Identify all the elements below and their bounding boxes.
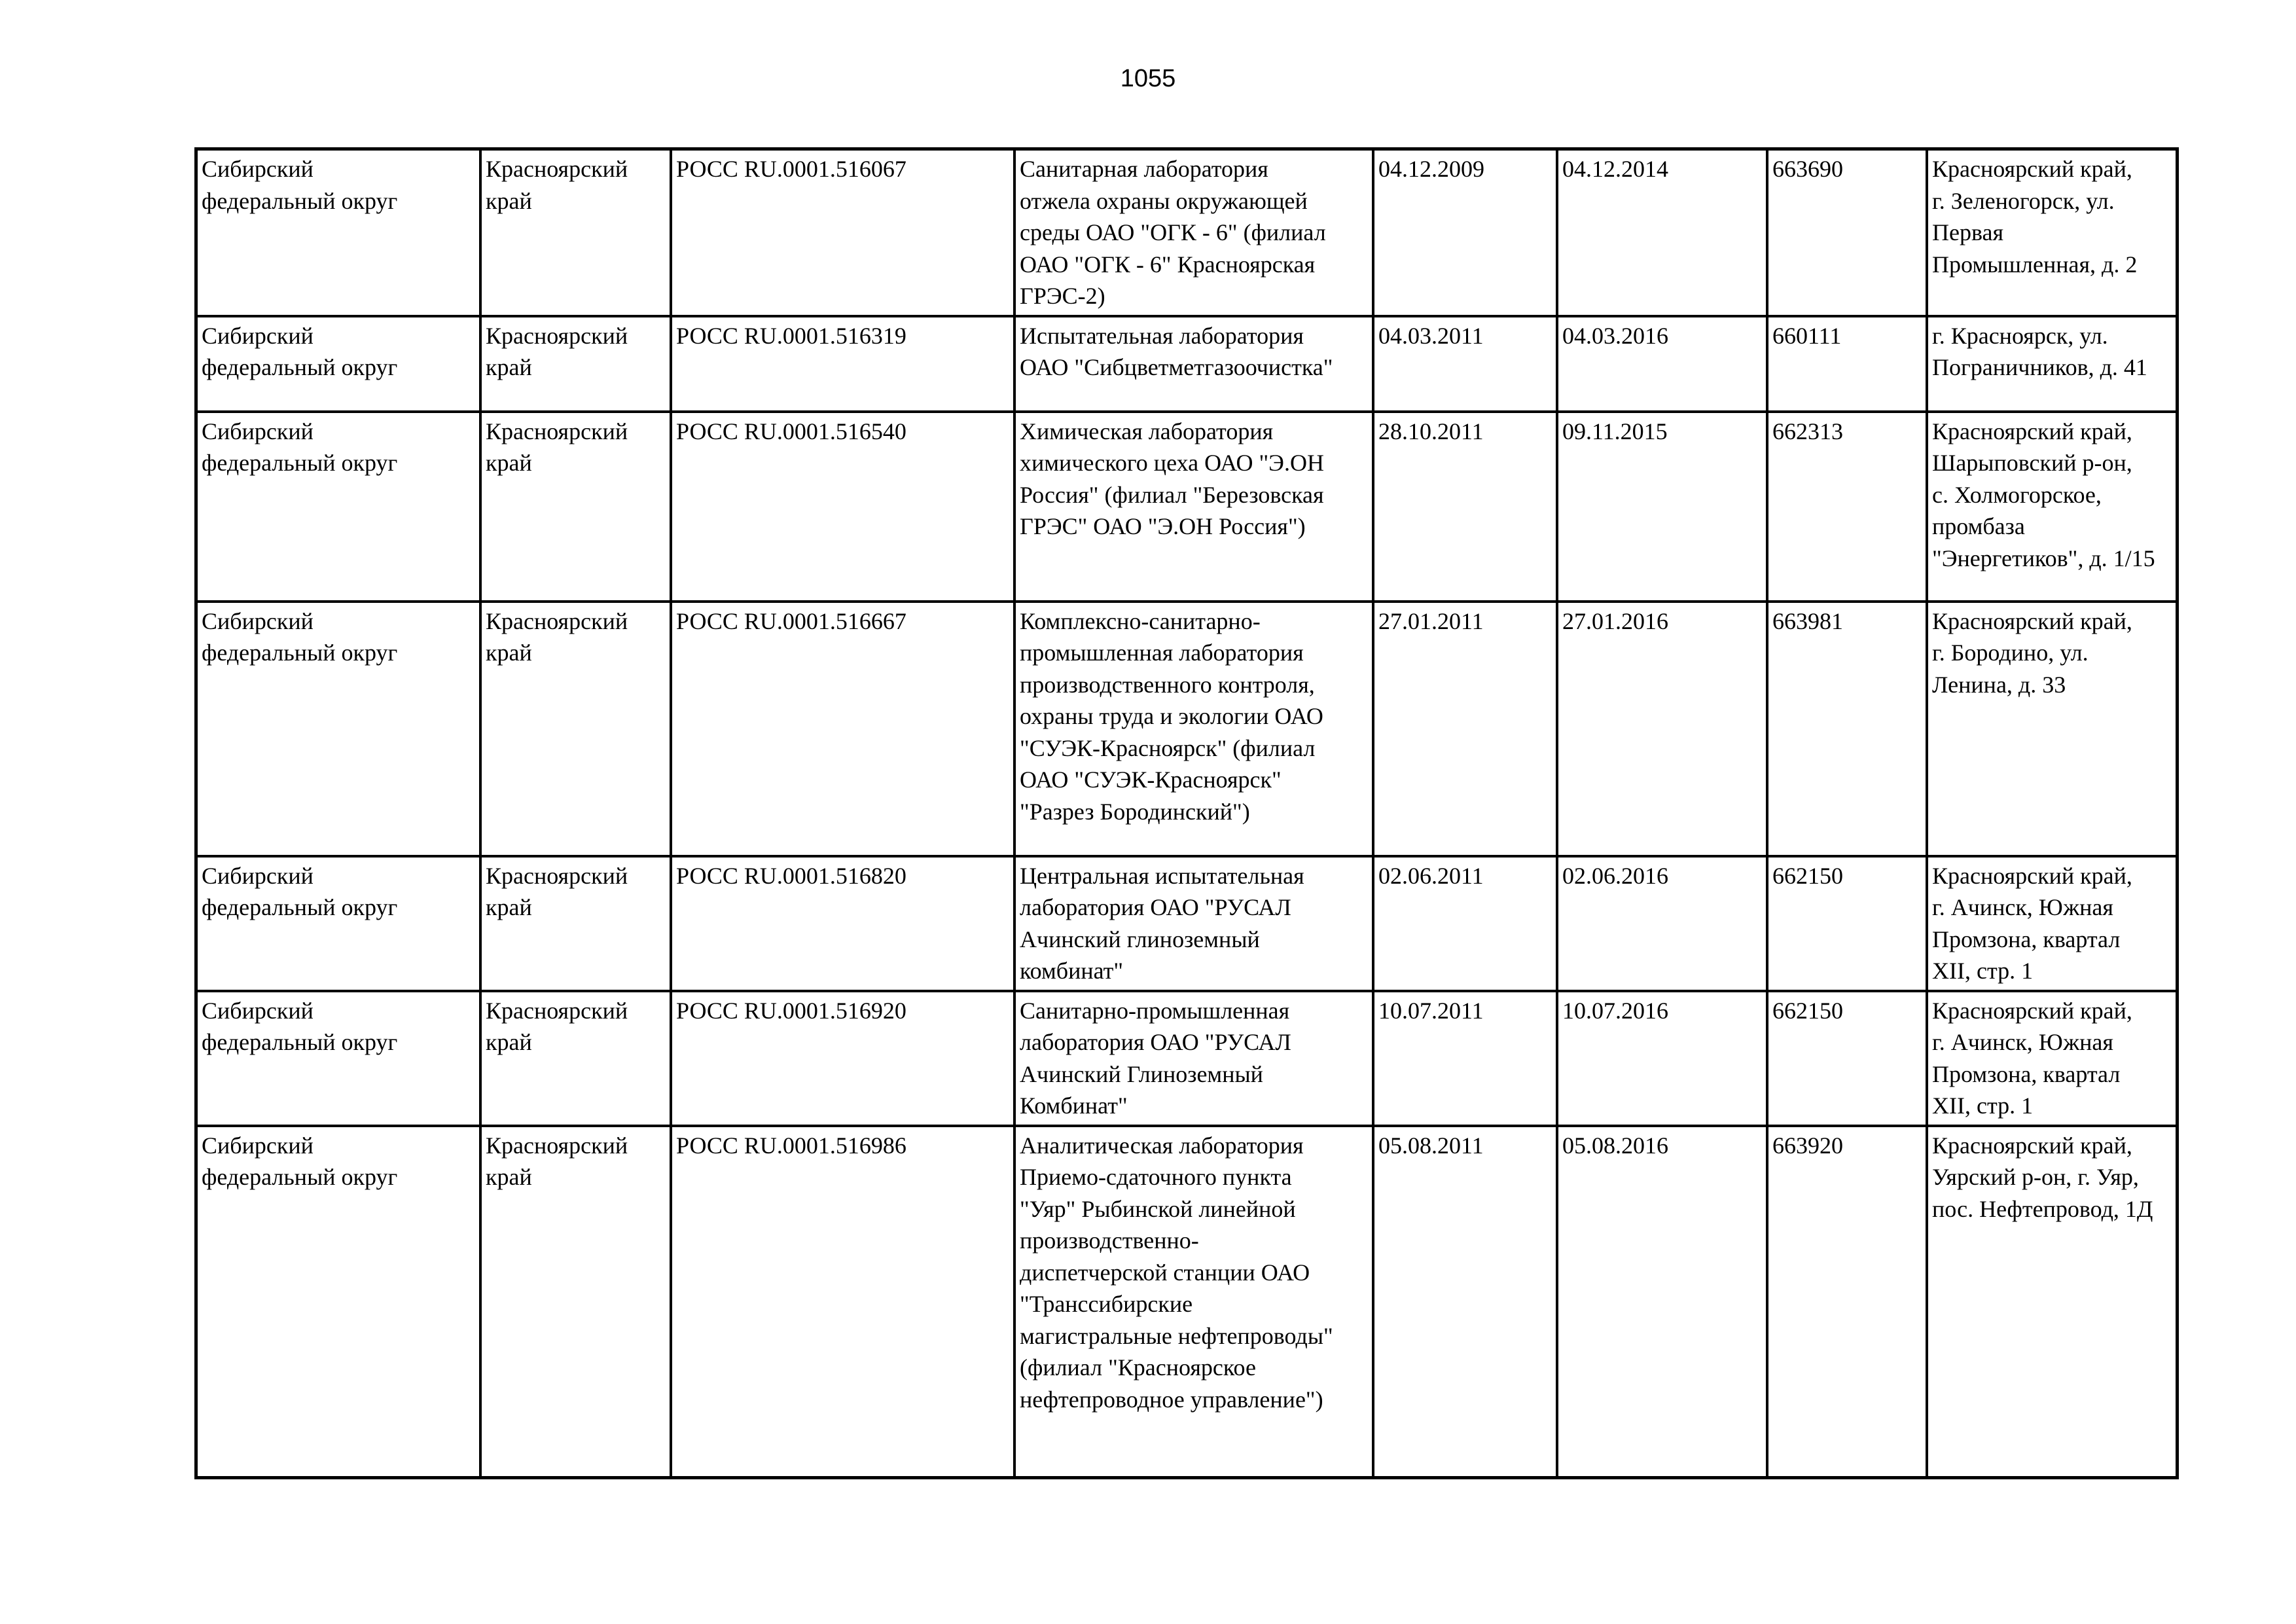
- cell-laboratory-name: [1014, 991, 1373, 1126]
- cell-accreditation-number: [671, 149, 1014, 316]
- cell-region: [480, 1126, 671, 1478]
- cell-laboratory-name: [1014, 602, 1373, 856]
- table-row: [196, 1126, 2178, 1478]
- cell-region: [480, 149, 671, 316]
- cell-accreditation-number-text: РОСС RU.0001.516920: [676, 997, 906, 1024]
- cell-date-end-text: 09.11.2015: [1562, 418, 1668, 444]
- cell-laboratory-name: [1014, 856, 1373, 991]
- cell-date-end-text: 04.12.2014: [1562, 156, 1668, 182]
- cell-date-end-text: 02.06.2016: [1562, 862, 1668, 889]
- cell-address: [1927, 412, 2178, 602]
- cell-accreditation-number-text: РОСС RU.0001.516067: [676, 156, 906, 182]
- cell-federal-district-text: Сибирский федеральный округ: [202, 322, 398, 380]
- cell-date-start-text: 04.12.2009: [1378, 156, 1484, 182]
- cell-accreditation-number: [671, 856, 1014, 991]
- cell-date-end: [1557, 412, 1767, 602]
- cell-accreditation-number-text: РОСС RU.0001.516820: [676, 862, 906, 889]
- cell-address-text: Красноярский край, Уярский р-он, г. Уяр, пос. Нефтепровод, 1Д: [1932, 1132, 2153, 1222]
- cell-region: [480, 856, 671, 991]
- cell-date-start: [1373, 602, 1557, 856]
- cell-date-start-text: 02.06.2011: [1378, 862, 1484, 889]
- cell-federal-district: [196, 602, 481, 856]
- registry-table-body: [196, 149, 2178, 1478]
- laboratory-registry-table: [194, 147, 2179, 1479]
- cell-accreditation-number: [671, 991, 1014, 1126]
- cell-laboratory-name: [1014, 1126, 1373, 1478]
- cell-region: [480, 316, 671, 412]
- cell-laboratory-name-text: Центральная испытательная лаборатория ОАО "РУСАЛ Ачинский глиноземный комбинат": [1020, 862, 1304, 984]
- cell-region: [480, 991, 671, 1126]
- cell-accreditation-number: [671, 602, 1014, 856]
- cell-postal-index: [1767, 412, 1927, 602]
- cell-federal-district-text: Сибирский федеральный округ: [202, 862, 398, 920]
- cell-date-end: [1557, 856, 1767, 991]
- cell-date-end-text: 04.03.2016: [1562, 322, 1668, 349]
- cell-region-text: Красноярский край: [486, 322, 628, 380]
- cell-region-text: Красноярский край: [486, 1132, 628, 1190]
- cell-accreditation-number-text: РОСС RU.0001.516986: [676, 1132, 906, 1159]
- cell-date-end-text: 27.01.2016: [1562, 607, 1668, 634]
- cell-postal-index: [1767, 316, 1927, 412]
- cell-postal-index-text: 663690: [1772, 156, 1843, 182]
- cell-federal-district-text: Сибирский федеральный округ: [202, 997, 398, 1055]
- cell-region-text: Красноярский край: [486, 418, 628, 476]
- cell-laboratory-name: [1014, 412, 1373, 602]
- cell-laboratory-name-text: Санитарная лаборатория отжела охраны окружающей среды ОАО "ОГК - 6" (филиал ОАО "ОГК - 6" Красноярская ГРЭС-2): [1020, 156, 1326, 309]
- cell-postal-index-text: 662150: [1772, 997, 1843, 1024]
- cell-address: [1927, 991, 2178, 1126]
- table-row: [196, 991, 2178, 1126]
- cell-postal-index-text: 662313: [1772, 418, 1843, 444]
- cell-laboratory-name-text: Санитарно-промышленная лаборатория ОАО "РУСАЛ Ачинский Глиноземный Комбинат": [1020, 997, 1291, 1119]
- cell-postal-index-text: 663981: [1772, 607, 1843, 634]
- cell-postal-index-text: 660111: [1772, 322, 1842, 349]
- cell-region-text: Красноярский край: [486, 862, 628, 920]
- cell-federal-district: [196, 856, 481, 991]
- cell-postal-index: [1767, 856, 1927, 991]
- cell-date-end: [1557, 316, 1767, 412]
- table-row: [196, 412, 2178, 602]
- cell-postal-index: [1767, 1126, 1927, 1478]
- cell-federal-district: [196, 412, 481, 602]
- cell-postal-index: [1767, 149, 1927, 316]
- cell-date-start: [1373, 991, 1557, 1126]
- page-number: 1055: [1120, 65, 1176, 92]
- cell-federal-district-text: Сибирский федеральный округ: [202, 418, 398, 476]
- cell-address-text: Красноярский край, г. Ачинск, Южная Промзона, квартал XII, стр. 1: [1932, 862, 2132, 984]
- cell-federal-district: [196, 316, 481, 412]
- cell-address: [1927, 1126, 2178, 1478]
- cell-postal-index: [1767, 991, 1927, 1126]
- cell-date-start: [1373, 149, 1557, 316]
- cell-date-start: [1373, 316, 1557, 412]
- cell-date-end: [1557, 991, 1767, 1126]
- cell-accreditation-number-text: РОСС RU.0001.516540: [676, 418, 906, 444]
- cell-laboratory-name: [1014, 149, 1373, 316]
- cell-laboratory-name-text: Аналитическая лаборатория Приемо-сдаточного пункта "Уяр" Рыбинской линейной производственно- диспетчерской станции ОАО "Транссибирские магистральные нефтепроводы" (филиал "Красноярское нефтепроводное управление"): [1020, 1132, 1333, 1413]
- cell-date-start: [1373, 1126, 1557, 1478]
- cell-address: [1927, 149, 2178, 316]
- cell-federal-district: [196, 149, 481, 316]
- cell-address: [1927, 856, 2178, 991]
- cell-laboratory-name-text: Испытательная лаборатория ОАО "Сибцветметгазоочистка": [1020, 322, 1333, 380]
- cell-date-end: [1557, 602, 1767, 856]
- cell-date-start-text: 05.08.2011: [1378, 1132, 1484, 1159]
- cell-accreditation-number: [671, 1126, 1014, 1478]
- cell-federal-district-text: Сибирский федеральный округ: [202, 1132, 398, 1190]
- cell-address: [1927, 602, 2178, 856]
- cell-date-end: [1557, 1126, 1767, 1478]
- cell-federal-district-text: Сибирский федеральный округ: [202, 607, 398, 666]
- cell-accreditation-number-text: РОСС RU.0001.516667: [676, 607, 906, 634]
- cell-address-text: Красноярский край, г. Бородино, ул. Ленина, д. 33: [1932, 607, 2132, 698]
- table-row: [196, 316, 2178, 412]
- table-row: [196, 149, 2178, 316]
- cell-date-start-text: 04.03.2011: [1378, 322, 1484, 349]
- cell-date-start-text: 28.10.2011: [1378, 418, 1484, 444]
- cell-postal-index-text: 662150: [1772, 862, 1843, 889]
- cell-federal-district: [196, 991, 481, 1126]
- cell-region-text: Красноярский край: [486, 997, 628, 1055]
- cell-postal-index: [1767, 602, 1927, 856]
- cell-region-text: Красноярский край: [486, 607, 628, 666]
- cell-laboratory-name: [1014, 316, 1373, 412]
- cell-federal-district-text: Сибирский федеральный округ: [202, 156, 398, 214]
- cell-federal-district: [196, 1126, 481, 1478]
- cell-date-start: [1373, 856, 1557, 991]
- cell-address: [1927, 316, 2178, 412]
- cell-accreditation-number-text: РОСС RU.0001.516319: [676, 322, 906, 349]
- cell-laboratory-name-text: Комплексно-санитарно- промышленная лаборатория производственного контроля, охраны труда и экологии ОАО "СУЭК-Красноярск" (филиал ОАО "СУЭК-Красноярск" "Разрез Бородинский"): [1020, 607, 1323, 825]
- cell-address-text: Красноярский край, г. Ачинск, Южная Промзона, квартал XII, стр. 1: [1932, 997, 2132, 1119]
- table-row: [196, 602, 2178, 856]
- table-row: [196, 856, 2178, 991]
- cell-accreditation-number: [671, 316, 1014, 412]
- cell-date-start-text: 10.07.2011: [1378, 997, 1484, 1024]
- cell-laboratory-name-text: Химическая лаборатория химического цеха ОАО "Э.ОН Россия" (филиал "Березовская ГРЭС" ОАО "Э.ОН Россия"): [1020, 418, 1324, 539]
- cell-region: [480, 412, 671, 602]
- cell-region: [480, 602, 671, 856]
- cell-date-end-text: 10.07.2016: [1562, 997, 1668, 1024]
- cell-postal-index-text: 663920: [1772, 1132, 1843, 1159]
- cell-address-text: Красноярский край, Шарыповский р-он, с. Холмогорское, промбаза "Энергетиков", д. 1/15: [1932, 418, 2155, 571]
- cell-address-text: Красноярский край, г. Зеленогорск, ул. Первая Промышленная, д. 2: [1932, 156, 2138, 278]
- cell-address-text: г. Красноярск, ул. Пограничников, д. 41: [1932, 322, 2147, 380]
- cell-region-text: Красноярский край: [486, 156, 628, 214]
- cell-date-end-text: 05.08.2016: [1562, 1132, 1668, 1159]
- cell-date-start-text: 27.01.2011: [1378, 607, 1484, 634]
- cell-accreditation-number: [671, 412, 1014, 602]
- cell-date-start: [1373, 412, 1557, 602]
- cell-date-end: [1557, 149, 1767, 316]
